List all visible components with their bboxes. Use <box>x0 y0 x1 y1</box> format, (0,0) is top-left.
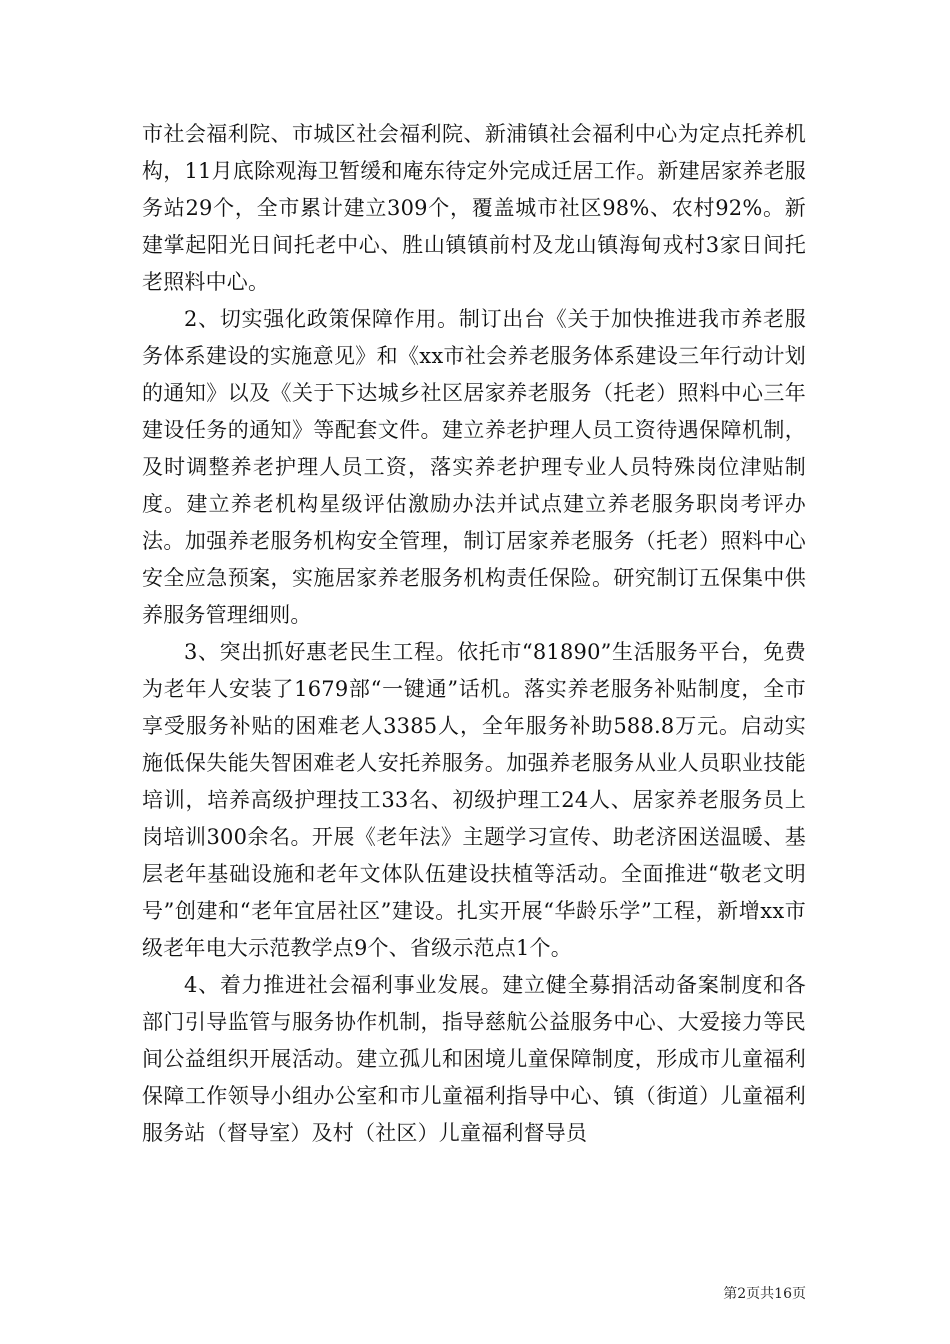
paragraph-social-welfare: 4、着力推进社会福利事业发展。建立健全募捐活动备案制度和各部门引导监管与服务协作机制，指导慈航公益服务中心、大爱接力等民间公益组织开展活动。建立孤儿和困境儿童保障制度，形成市儿童福利保障工作领导小组办公室和市儿童福利指导中心、镇（街道）儿童福利服务站（督导室）及村（社区）儿童福利督导员 <box>142 973 806 1145</box>
paragraph-elderly-livelihood: 3、突出抓好惠老民生工程。依托市“81890”生活服务平台，免费为老年人安装了1679部“一键通”话机。落实养老服务补贴制度，全市享受服务补贴的困难老人3385人，全年服务补助588.8万元。启动实施低保失能失智困难老人安托养服务。加强养老服务从业人员职业技能培训，培养高级护理技工33名、初级护理工24人、居家养老服务员上岗培训300余名。开展《老年法》主题学习宣传、助老济困送温暖、基层老年基础设施和老年文体队伍建设扶植等活动。全面推进“敬老文明号”创建和“老年宜居社区”建设。扎实开展“华龄乐学”工程，新增xx市级老年电大示范教学点9个、省级示范点1个。 <box>142 640 806 960</box>
document-body <box>142 116 806 1152</box>
page-number-footer: 第2页共16页 <box>723 1286 806 1302</box>
paragraph-continuation: 市社会福利院、市城区社会福利院、新浦镇社会福利中心为定点托养机构，11月底除观海卫暂缓和庵东待定外完成迁居工作。新建居家养老服务站29个，全市累计建立309个，覆盖城市社区98%、农村92%。新建掌起阳光日间托老中心、胜山镇镇前村及龙山镇海甸戎村3家日间托老照料中心。 <box>142 122 806 294</box>
paragraph-policy-guarantee: 2、切实强化政策保障作用。制订出台《关于加快推进我市养老服务体系建设的实施意见》和《xx市社会养老服务体系建设三年行动计划的通知》以及《关于下达城乡社区居家养老服务（托老）照料中心三年建设任务的通知》等配套文件。建立养老护理人员工资待遇保障机制，及时调整养老护理人员工资，落实养老护理专业人员特殊岗位津贴制度。建立养老机构星级评估激励办法并试点建立养老服务职岗考评办法。加强养老服务机构安全管理，制订居家养老服务（托老）照料中心安全应急预案，实施居家养老服务机构责任保险。研究制订五保集中供养服务管理细则。 <box>142 307 806 627</box>
